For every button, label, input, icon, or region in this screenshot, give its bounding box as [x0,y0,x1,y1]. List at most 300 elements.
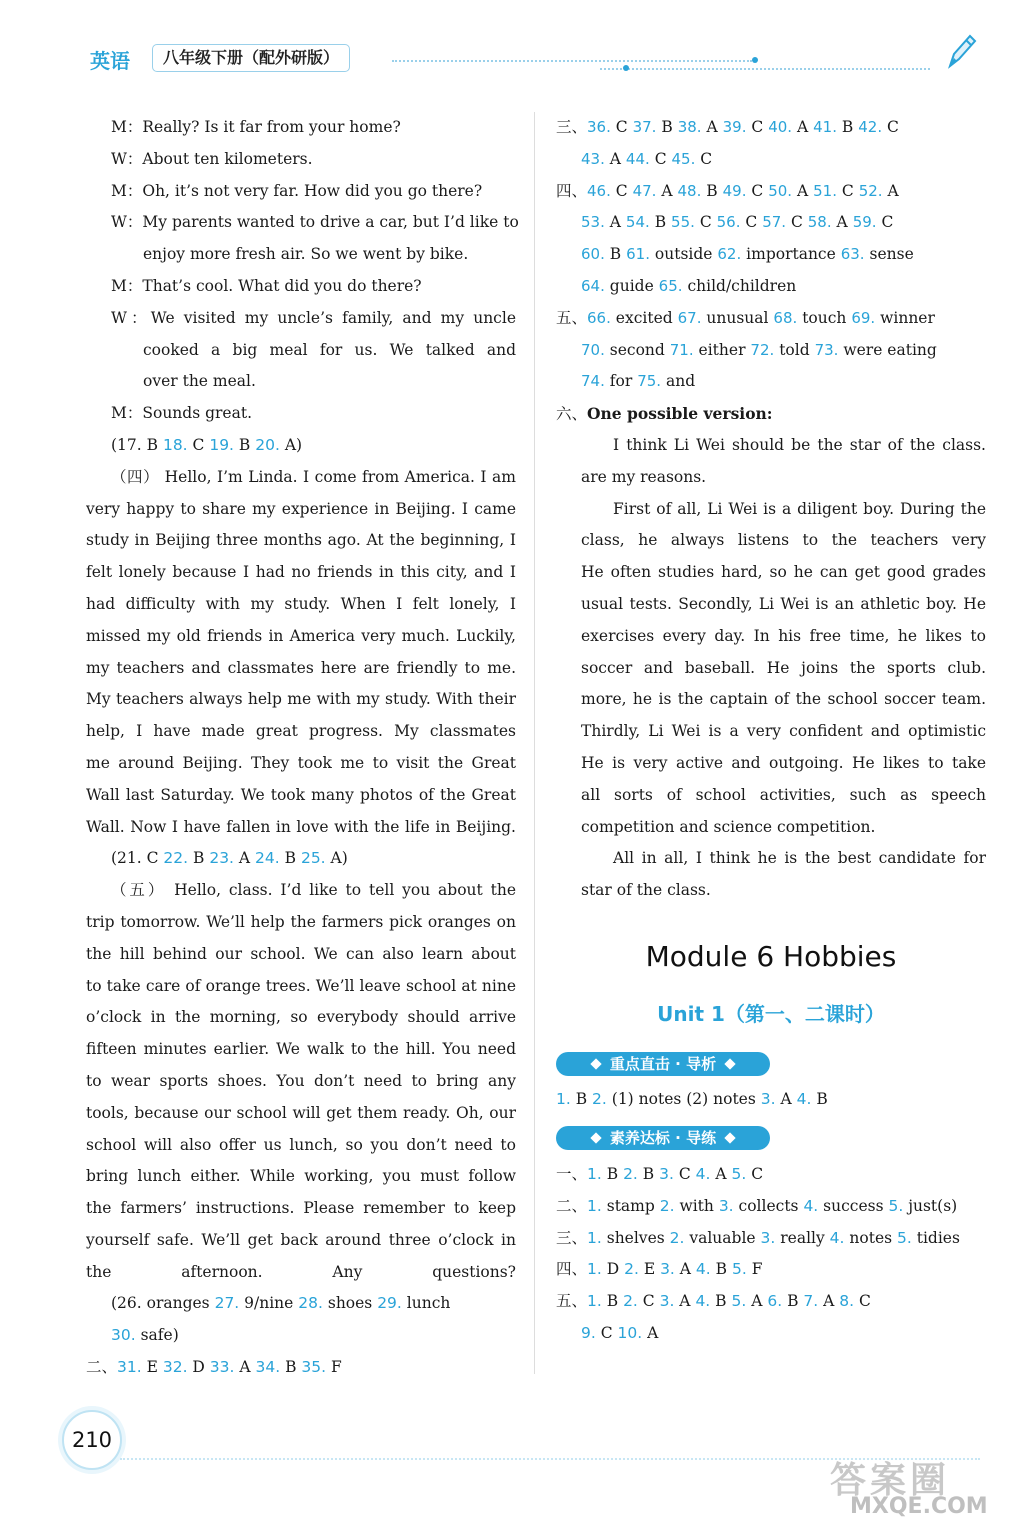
text-segment: star of the class. [581,881,711,900]
text-segment: to wear sports shoes. You don’t need to bring any [86,1071,516,1090]
text-segment: C [786,213,808,232]
text-segment: 一、 [556,1165,588,1183]
item-number: 5. [897,1228,912,1247]
text-segment: M：Really? Is it far from your home? [111,118,401,136]
item-number: 6. [767,1292,783,1311]
text-segment: Wall last Saturday. We took many photos of the Great [86,785,516,804]
text-line [86,1193,516,1225]
text-segment: He is very active and outgoing. He likes to take [581,753,986,772]
text-segment: C [637,1292,660,1311]
text-segment: My teachers always help me with my study. With their [86,690,516,709]
text-segment: over the meal. [143,372,256,391]
text-segment: 四、 [556,181,588,200]
text-segment: (26. oranges [111,1294,215,1313]
text-segment: B [601,1165,624,1183]
watermark [830,1452,988,1519]
text-segment: A [642,1323,659,1342]
text-segment: E [638,1260,661,1279]
text-segment: B [656,118,678,136]
text-segment: C [836,181,859,200]
text-segment: A [656,181,678,200]
text-line [86,303,516,335]
text-line [86,1225,516,1257]
item-number: 1. [587,1260,602,1279]
text-segment: C [746,118,769,136]
text-segment: bring lunch either. While working, you must follow [86,1167,516,1186]
item-number: 10. [617,1323,643,1342]
item-number: 44. [625,149,650,168]
section-banner-1 [556,1052,770,1076]
text-line [556,1084,986,1116]
text-segment: W：We visited my uncle’s family, and my uncle [111,308,516,327]
text-segment: C [740,213,763,232]
text-segment: C [610,118,633,136]
text-segment: winner [875,308,935,327]
text-segment: missed my old friends in America very much. Luckily, [86,626,516,645]
text-segment: C [187,435,210,454]
item-number: 19. [209,435,234,454]
text-segment: F [326,1358,342,1377]
page-number: 210 [62,1410,122,1470]
item-number: 5. [888,1196,904,1215]
text-line [556,271,986,303]
text-segment: (1) notes (2) notes [606,1090,761,1108]
text-segment: A [831,213,853,232]
item-number: 52. [858,181,883,200]
text-line [556,1286,986,1318]
item-number: 3. [760,1228,776,1247]
item-number: 55. [671,213,695,232]
item-number: 67. [677,308,702,327]
text-segment: B [604,245,627,264]
item-number: 46. [587,181,611,200]
text-line [86,144,516,176]
text-segment: A [674,1292,696,1311]
item-number: 72. [750,340,775,359]
item-number: 4. [829,1228,845,1247]
text-line [556,843,986,875]
text-segment: either [693,340,751,359]
text-segment: A) [325,849,348,868]
text-segment: 三、 [556,1228,588,1247]
item-number: 4. [803,1196,819,1215]
text-line [86,1066,516,1098]
item-number: 73. [814,340,839,359]
text-segment: B [649,213,672,232]
text-segment: had difficulty with my study. When I felt lonely, I [86,594,516,613]
text-line [556,176,986,208]
item-number: 5. [731,1260,747,1279]
text-segment: safe) [135,1326,179,1345]
text-line [86,1320,516,1352]
text-segment: A [710,1165,732,1183]
text-line [556,1159,986,1191]
text-segment: (17. B [111,435,163,454]
text-segment: 三、 [556,118,588,136]
text-segment: A [775,1090,797,1108]
item-number: 75. [637,372,662,391]
text-segment: M：That’s cool. What did you do there? [111,276,422,295]
text-segment: C [595,1323,618,1342]
text-line [86,494,516,526]
item-number: 45. [671,149,696,168]
text-segment: 四、 [556,1260,588,1279]
item-number: 3. [660,1260,675,1279]
text-segment: trip tomorrow. We’ll help the farmers pick oranges on [86,912,516,931]
text-segment: B [710,1292,732,1311]
page-header [0,0,1024,80]
item-number: 18. [162,435,188,454]
text-segment: touch [797,308,852,327]
text-segment: second [604,340,670,359]
text-segment: B [188,849,210,868]
item-number: 5. [731,1165,747,1183]
item-number: 64. [581,276,605,295]
text-segment: First of all, Li Wei is a diligent boy. During the [613,499,986,518]
text-segment: help, I have made great progress. My classmates [86,722,516,741]
item-number: 62. [717,245,742,264]
text-line [556,494,986,526]
header-dot [623,65,629,71]
text-segment: the hill behind our school. We can also learn about [86,944,516,963]
text-segment: and [661,372,696,391]
text-line [86,812,516,844]
item-number: 2. [592,1090,607,1108]
text-segment: told [774,340,815,359]
item-number: 5. [731,1292,747,1311]
text-segment: for [604,372,638,391]
text-line [556,1223,986,1255]
item-number: 22. [163,849,189,868]
item-number: 1. [587,1196,602,1215]
text-segment: B [836,118,859,136]
text-line [86,366,516,398]
banner-label: 素养达标 · 导练 [609,1129,717,1147]
banner-label: 重点直击 · 导析 [609,1055,717,1073]
text-line [86,971,516,1003]
text-line [556,144,986,176]
item-number: 57. [762,213,787,232]
text-segment: very happy to share my experience in Beijing. I came [86,499,516,518]
text-line [86,1161,516,1193]
header-dot [752,57,758,63]
text-line [556,462,986,494]
module-title: Module 6 Hobbies [645,940,897,973]
text-segment: sense [864,245,914,264]
text-line [556,875,986,907]
text-line [556,1318,986,1350]
text-line [86,748,516,780]
text-segment: study in Beijing three months ago. At the beginning, I [86,531,516,550]
text-segment: B [637,1165,660,1183]
diamond-icon [724,1058,735,1069]
item-number: 2. [623,1165,638,1183]
text-segment: All in all, I think he is the best candidate for [613,849,986,868]
column-divider [534,112,535,1374]
text-line [556,430,986,462]
text-line [556,525,986,557]
text-segment: shoes [322,1294,378,1313]
item-number: 71. [669,340,694,359]
text-line [86,1130,516,1162]
text-segment: class, he always listens to the teachers very [581,531,986,550]
text-segment: guide [604,276,659,295]
text-segment: outside [649,245,718,264]
grade-edition-label: 八年级下册（配外研版） [152,44,350,72]
item-number: 42. [858,118,883,136]
item-number: 7. [803,1292,819,1311]
header-dotted-line-2 [600,68,930,70]
text-segment: success [818,1196,889,1215]
text-segment: valuable [684,1228,761,1247]
text-segment: really [775,1228,830,1247]
text-segment: A [792,118,814,136]
item-number: 1. [587,1165,602,1183]
text-line [86,176,516,208]
text-segment: C [854,1292,871,1311]
item-number: 27. [214,1294,240,1313]
item-number: 9. [581,1323,596,1342]
text-segment: tools, because our school will get them ready. Oh, our [86,1103,516,1122]
text-line [86,557,516,589]
item-number: 4. [695,1292,711,1311]
text-segment: D [187,1358,210,1377]
item-number: 68. [773,308,798,327]
text-segment: B [233,435,256,454]
text-segment: unusual [701,308,774,327]
text-line [556,335,986,367]
item-number: 4. [695,1165,711,1183]
unit-title: Unit 1（第一、二课时） [657,1002,885,1026]
text-line [556,653,986,685]
text-line [556,716,986,748]
text-segment: E [141,1358,163,1377]
item-number: 4. [796,1090,812,1108]
text-segment: C [673,1165,696,1183]
text-line [86,1352,516,1384]
text-segment: all sorts of school activities, such as speech [581,785,986,804]
text-line [556,589,986,621]
text-segment: A [792,181,814,200]
text-segment: A [604,213,626,232]
item-number: 29. [377,1294,402,1313]
diamond-icon [590,1058,601,1069]
diamond-icon [590,1132,601,1143]
text-line [86,1034,516,1066]
text-segment: A [746,1292,768,1311]
text-line [86,112,516,144]
text-segment: C [695,149,713,168]
text-line [86,335,516,367]
text-segment: C [694,213,717,232]
text-segment: tidies [911,1228,960,1247]
text-segment: C [746,181,769,200]
item-number: 34. [255,1358,281,1377]
text-segment: A) [279,435,303,454]
item-number: 70. [581,340,605,359]
text-line [86,207,519,239]
item-number: 20. [255,435,280,454]
text-line [86,780,516,812]
text-segment: cooked a big meal for us. We talked and [143,340,516,359]
text-segment: Hello, I’m Linda. I come from America. I am [159,467,516,486]
item-number: 40. [768,118,793,136]
item-number: 31. [117,1358,142,1377]
item-number: 2. [669,1228,685,1247]
text-segment: B [601,1292,624,1311]
text-segment: the farmers’ instructions. Please remember to keep [86,1199,516,1218]
text-segment: stamp [601,1196,660,1215]
text-line [86,1098,516,1130]
text-line [556,780,986,812]
text-segment: usual tests. Secondly, Li Wei is an athletic boy. He [581,594,986,613]
text-segment: exercises every day. In his free time, he likes to [581,626,986,645]
text-line [556,303,986,335]
item-number: 3. [659,1292,675,1311]
item-number: 61. [626,245,650,264]
item-number: 66. [587,308,611,327]
text-segment: excited [610,308,678,327]
text-segment: I think Li Wei should be the star of the class. [613,435,986,454]
text-segment: are my reasons. [581,467,707,486]
text-segment: B [570,1090,593,1108]
item-number: 65. [658,276,683,295]
text-segment: W：About ten kilometers. [111,149,313,168]
text-segment: A [818,1292,840,1311]
item-number: 2. [659,1196,675,1215]
text-line [86,939,516,971]
text-segment: Hello, class. I’d like to tell you about the [174,881,516,900]
text-line [86,684,516,716]
text-segment: D [601,1260,625,1279]
text-line [556,748,986,780]
text-segment: One possible version: [587,404,773,424]
text-line [556,684,986,716]
text-segment: A [882,181,899,200]
text-segment: （五） [111,881,167,900]
text-segment: C [610,181,633,200]
text-line [86,462,516,494]
item-number: 47. [632,181,657,200]
item-number: 56. [716,213,741,232]
text-line [86,907,516,939]
text-segment: B [782,1292,804,1311]
item-number: 48. [677,181,702,200]
text-segment: A [604,149,626,168]
text-segment: B [710,1260,732,1279]
text-line [86,271,516,303]
diamond-icon [724,1132,735,1143]
text-segment: fifteen minutes earlier. We walk to the hill. You need [86,1040,516,1059]
text-segment: me around Beijing. They took me to visit the Great [86,753,516,772]
text-segment: 二、 [556,1196,588,1215]
text-segment: more, he is the captain of the school soccer team. [581,690,986,709]
text-segment: C [746,1165,764,1183]
text-segment: A [234,1358,256,1377]
text-line [86,430,516,462]
item-number: 3. [659,1165,674,1183]
item-number: 60. [581,245,605,264]
text-segment: shelves [601,1228,670,1247]
item-number: 41. [813,118,837,136]
text-segment: 9/nine [239,1294,299,1313]
text-segment: A [701,118,723,136]
text-line [556,1254,986,1286]
left-column [86,112,519,1384]
text-segment: Wall. Now I have fallen in love with the life in Beijing. [86,817,516,836]
text-line [86,1288,516,1320]
item-number: 54. [625,213,650,232]
text-line [556,112,986,144]
section-1-answers [556,1084,986,1116]
text-segment: importance [741,245,841,264]
header-dotted-line [392,60,752,62]
item-number: 74. [581,372,605,391]
text-segment: (21. C [111,849,164,868]
text-segment: my teachers and classmates here are friendly to me. [86,658,516,677]
text-line [86,621,516,653]
item-number: 39. [722,118,747,136]
text-segment: B [280,1358,302,1377]
text-line [556,366,986,398]
text-line [86,525,516,557]
item-number: 8. [839,1292,855,1311]
text-segment: yourself safe. We’ll get back around three o’clock in [86,1230,516,1249]
text-line [556,398,986,430]
item-number: 63. [840,245,865,264]
item-number: 1. [556,1090,571,1108]
text-line [556,557,986,589]
item-number: 28. [298,1294,323,1313]
item-number: 2. [624,1260,639,1279]
item-number: 2. [623,1292,638,1311]
watermark-url: MXQE.COM [850,1494,988,1519]
text-segment: were eating [838,340,937,359]
text-segment: to take care of orange trees. We’ll leave school at nine [86,976,516,995]
text-segment: Thirdly, Li Wei is a very confident and optimistic [581,722,986,741]
item-number: 3. [718,1196,734,1215]
item-number: 23. [209,849,234,868]
text-segment: child/children [682,276,797,295]
text-line [86,1257,516,1289]
item-number: 59. [852,213,877,232]
text-segment: 二、 [86,1358,118,1377]
item-number: 43. [581,149,605,168]
text-segment: W：My parents wanted to drive a car, but I’d like to [111,213,519,232]
item-number: 51. [813,181,837,200]
item-number: 53. [581,213,605,232]
text-line [86,843,516,875]
item-number: 24. [255,849,280,868]
item-number: 4. [695,1260,711,1279]
text-segment: A [233,849,256,868]
item-number: 36. [587,118,611,136]
section-banner-2 [556,1126,770,1150]
text-segment: the afternoon. Any questions? [86,1262,516,1281]
text-line [86,239,516,271]
text-segment: 五、 [556,308,588,327]
text-segment: F [746,1260,763,1279]
item-number: 37. [632,118,657,136]
text-line [86,398,516,430]
text-segment: B [811,1090,828,1108]
item-number: 58. [807,213,832,232]
text-segment: felt lonely because I had no friends in this city, and I [86,563,516,582]
text-segment: competition and science competition. [581,817,876,836]
item-number: 35. [301,1358,327,1377]
item-number: 3. [760,1090,776,1108]
text-segment: He often studies hard, so he can get good grades [581,563,986,582]
